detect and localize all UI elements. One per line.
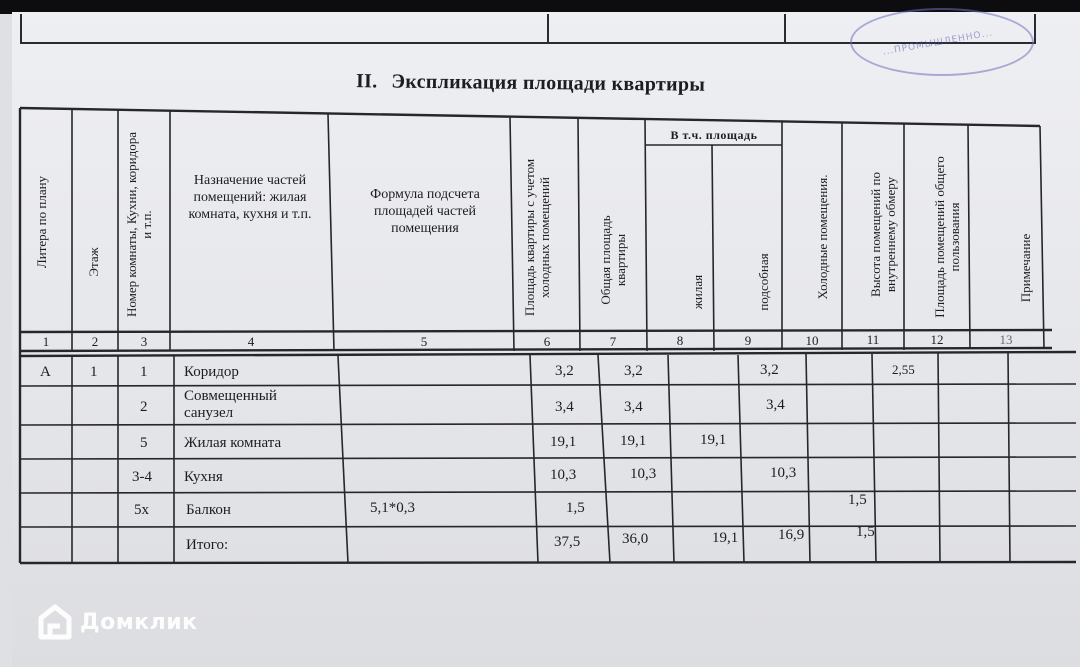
col-header-auxiliary: подсобная: [756, 253, 771, 311]
col-header-floor: Этаж: [86, 247, 101, 277]
section-title-text: Экспликация площади квартиры: [391, 70, 706, 96]
cell-total-area: 36,0: [622, 531, 649, 547]
col-index-1: 1: [42, 334, 50, 349]
col-header-litera: Литера по плану: [34, 175, 49, 269]
cell-total-area: 3,4: [624, 399, 643, 415]
col-group-including-area: В т.ч. площадь: [670, 128, 758, 142]
cell-area-with-cold: 1,5: [566, 500, 585, 516]
cell-total-label: Итого:: [186, 537, 229, 553]
cell-cold-area: 1,5: [848, 492, 867, 508]
cell-auxiliary-area: 16,9: [778, 527, 805, 543]
cell-living-area: 19,1: [712, 530, 739, 546]
cell-total-area: 19,1: [620, 433, 647, 449]
col-header-room-number: Номер комнаты, Кухни, коридора и т.п.: [124, 132, 154, 317]
col-header-living: жилая: [690, 274, 705, 310]
cell-area-with-cold: 10,3: [550, 467, 577, 483]
cell-room-name: Коридор: [184, 364, 239, 380]
cell-auxiliary-area: 10,3: [770, 465, 797, 481]
cell-floor: 1: [90, 364, 98, 380]
col-index-12: 12: [930, 332, 944, 347]
cell-room-number: 2: [140, 399, 148, 415]
cell-area-with-cold: 19,1: [550, 434, 577, 450]
cell-living-area: 19,1: [700, 432, 727, 448]
col-header-purpose: Назначение частей помещений: жилая комната, кухня и т.п.: [188, 173, 312, 222]
cell-cold-area: 1,5: [856, 524, 875, 540]
watermark-text: Домклик: [80, 609, 198, 635]
cell-room-name: Балкон: [186, 502, 231, 518]
col-header-height: Высота помещений по внутреннему обмеру: [868, 172, 898, 297]
col-header-formula: Формула подсчета площадей частей помещения: [370, 187, 480, 236]
cell-area-with-cold: 3,2: [555, 363, 574, 379]
cell-room-number: 3-4: [132, 469, 152, 485]
col-index-4: 4: [247, 334, 255, 349]
cell-room-name: Жилая комната: [184, 435, 282, 451]
col-header-common-area: Площадь помещений общего пользования: [932, 156, 962, 318]
cell-room-name: Совмещенный санузел: [184, 388, 277, 421]
cell-room-number: 1: [140, 364, 148, 380]
col-header-note: Примечание: [1018, 233, 1033, 303]
stamp-text: ...ПРОМЫШЛЕННО...: [881, 28, 994, 58]
col-index-3: 3: [140, 334, 148, 349]
cell-height: 2,55: [892, 362, 915, 377]
cell-auxiliary-area: 3,2: [760, 362, 779, 378]
section-number: II.: [355, 70, 378, 93]
col-header-total-area: Общая площадь квартиры: [598, 215, 628, 305]
cell-room-name: Кухня: [184, 469, 223, 485]
cell-litera: А: [40, 364, 51, 380]
domclick-watermark: [38, 604, 198, 640]
col-index-8: 8: [676, 333, 684, 348]
cell-area-with-cold: 3,4: [555, 399, 574, 415]
col-index-2: 2: [91, 334, 99, 349]
cell-formula: 5,1*0,3: [370, 500, 415, 516]
cell-total-area: 10,3: [630, 466, 657, 482]
house-logo-icon: [38, 604, 72, 640]
col-index-7: 7: [609, 334, 617, 349]
cell-room-number: 5х: [134, 502, 149, 518]
col-index-6: 6: [543, 334, 551, 349]
col-index-13: 13: [999, 332, 1013, 347]
cell-auxiliary-area: 3,4: [766, 397, 785, 413]
col-header-area-with-cold: Площадь квартиры с учетом холодных помещений: [522, 158, 552, 317]
col-header-cold-rooms: Холодные помещения.: [815, 174, 830, 300]
cell-room-number: 5: [140, 435, 148, 451]
col-index-10: 10: [805, 333, 819, 348]
col-index-11: 11: [866, 332, 880, 347]
col-index-9: 9: [744, 333, 752, 348]
cell-area-with-cold: 37,5: [554, 534, 581, 550]
col-index-5: 5: [420, 334, 428, 349]
cell-total-area: 3,2: [624, 363, 643, 379]
